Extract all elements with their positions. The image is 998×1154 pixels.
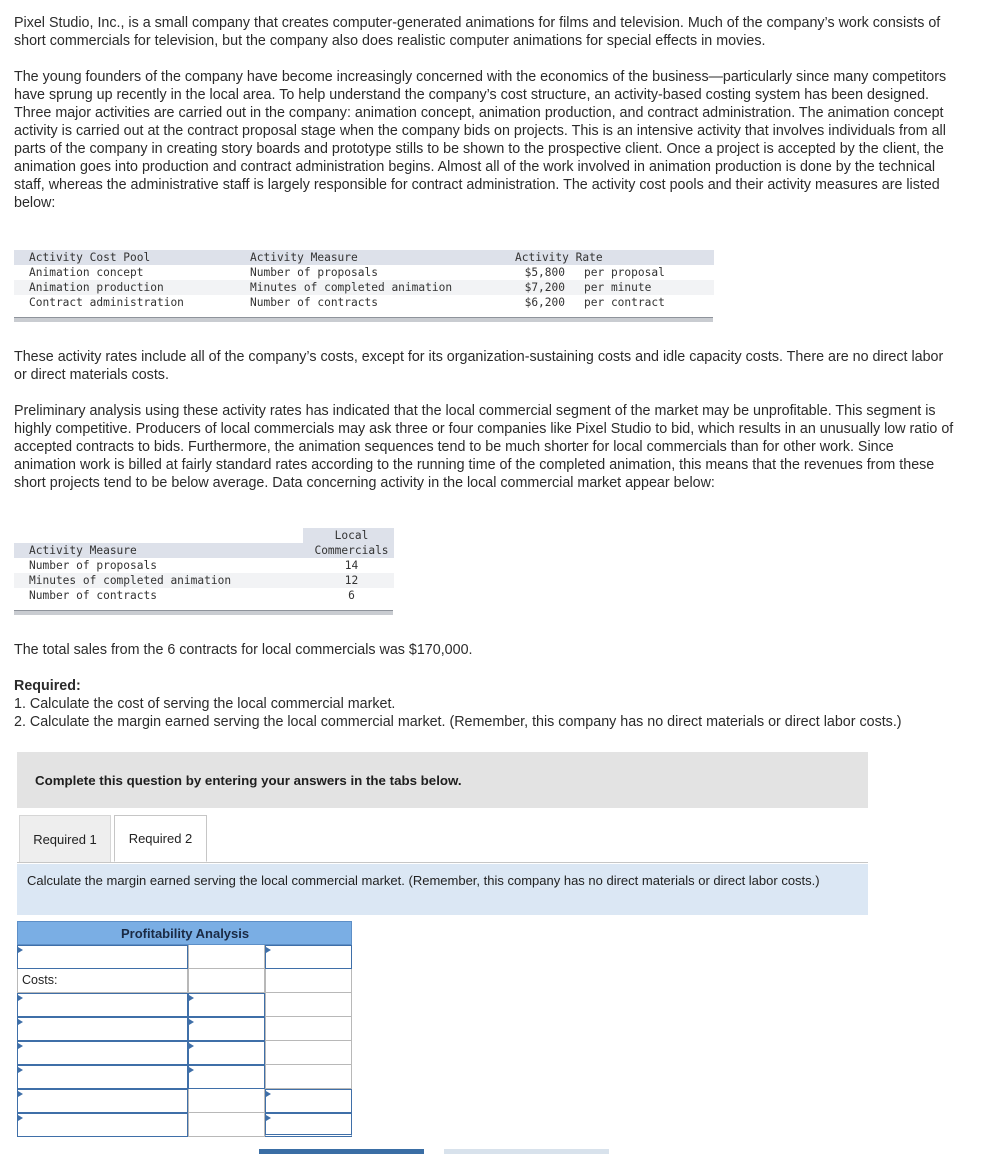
rate-cell: $5,800 bbox=[524, 266, 565, 279]
grid-row bbox=[17, 993, 352, 1017]
value-cell: 14 bbox=[344, 559, 359, 572]
rates-note-paragraph: These activity rates include all of the company’s costs, except for its organization-sustaining costs and idle capacity costs. There are no direct labor or direct materials costs. bbox=[14, 349, 944, 383]
label-input[interactable] bbox=[17, 945, 188, 969]
header-local: Local bbox=[334, 529, 369, 542]
amount-input[interactable] bbox=[188, 1041, 265, 1065]
empty-cell bbox=[265, 969, 352, 993]
local-table-header bbox=[14, 543, 394, 558]
input-marker-icon bbox=[18, 1067, 23, 1073]
table-divider bbox=[14, 317, 713, 322]
amount-input[interactable] bbox=[188, 993, 265, 1017]
tab-required-2[interactable]: Required 2 bbox=[114, 815, 207, 862]
amount-input[interactable] bbox=[265, 1089, 352, 1113]
amount-input[interactable] bbox=[265, 945, 352, 969]
input-marker-icon bbox=[18, 1043, 23, 1049]
input-marker-icon bbox=[18, 1115, 23, 1121]
tab-instruction: Calculate the margin earned serving the local commercial market. (Remember, this company has no direct materials or direct labor costs.) bbox=[17, 864, 868, 915]
empty-cell bbox=[188, 1089, 265, 1113]
table-row bbox=[14, 558, 394, 573]
rate-unit-cell: per contract bbox=[584, 296, 665, 309]
empty-cell bbox=[188, 945, 265, 969]
table-row bbox=[14, 573, 394, 588]
grid-row bbox=[17, 1017, 352, 1041]
empty-cell bbox=[265, 993, 352, 1017]
amount-input[interactable] bbox=[188, 1017, 265, 1041]
label-input[interactable] bbox=[17, 1017, 188, 1041]
table-row bbox=[14, 280, 714, 295]
cost-pool-cell: Contract administration bbox=[29, 296, 184, 309]
rate-cell: $6,200 bbox=[524, 296, 565, 309]
required-item-2: 2. Calculate the margin earned serving the local commercial market. (Remember, this company has no direct materials or direct labor costs.) bbox=[14, 714, 902, 730]
input-marker-icon bbox=[189, 1067, 194, 1073]
rate-unit-cell: per minute bbox=[584, 281, 652, 294]
amount-input[interactable] bbox=[188, 1065, 265, 1089]
local-table-header-top bbox=[14, 528, 394, 543]
input-marker-icon bbox=[189, 1043, 194, 1049]
grid-row bbox=[17, 1065, 352, 1089]
input-marker-icon bbox=[266, 1091, 271, 1097]
measure-cell: Number of proposals bbox=[250, 266, 378, 279]
activity-rate-table bbox=[14, 250, 714, 310]
measure-cell: Minutes of completed animation bbox=[29, 574, 232, 587]
preliminary-analysis-paragraph: Preliminary analysis using these activity rates has indicated that the local commercial segment of the market may be unprofitable. This segment is highly competitive. Producers of local commercials may ask three or four companies like Pixel Studio to bid, which results in an unusually low ratio of accepted contracts to bids. Furthermore, the animation sequences tend to be much shorter for local commercials than for other work. Since animation work is billed at fairly standard rates according to the running time of the completed animation, this means that the revenues from these short projects tend to be below average. Data concerning activity in the local commercial market appear below: bbox=[14, 403, 954, 491]
input-marker-icon bbox=[18, 1019, 23, 1025]
label-input[interactable] bbox=[17, 993, 188, 1017]
cost-pool-cell: Animation concept bbox=[29, 266, 144, 279]
empty-cell bbox=[265, 1017, 352, 1041]
label-input[interactable] bbox=[17, 1041, 188, 1065]
required-heading: Required: bbox=[14, 678, 81, 694]
profitability-analysis-grid bbox=[17, 921, 352, 1137]
measure-cell: Number of contracts bbox=[29, 589, 157, 602]
grid-row bbox=[17, 1041, 352, 1065]
measure-cell: Number of contracts bbox=[250, 296, 378, 309]
table-divider bbox=[14, 610, 393, 615]
rate-table-header bbox=[14, 250, 714, 265]
tab-required-1[interactable]: Required 1 bbox=[19, 815, 111, 862]
grid-row bbox=[17, 945, 352, 969]
instruction-banner: Complete this question by entering your answers in the tabs below. bbox=[17, 752, 868, 808]
next-button[interactable] bbox=[444, 1149, 609, 1154]
tab-divider bbox=[17, 862, 868, 863]
abc-paragraph: The young founders of the company have become increasingly concerned with the economics of the business—particularly since many competitors have sprung up recently in the local area. To help understand the company’s cost structure, an activity-based costing system has been designed. Three major activities are carried out in the company: animation concept, animation production, and contract administration. The animation concept activity is carried out at the contract proposal stage when the company bids on projects. This is an intensive activity that involves individuals from all parts of the company in creating story boards and prototype stills to be shown to the prospective client. Once a project is accepted by the client, the animation goes into production and contract administration begins. Almost all of the work involved in animation production is done by the technical staff, whereas the administrative staff is largely responsible for contract administration. The activity cost pools and their activity measures are listed below: bbox=[14, 69, 947, 211]
empty-cell bbox=[265, 1041, 352, 1065]
input-marker-icon bbox=[18, 1091, 23, 1097]
header-activity-rate: Activity Rate bbox=[515, 251, 603, 264]
cost-pool-cell: Animation production bbox=[29, 281, 164, 294]
grid-title: Profitability Analysis bbox=[17, 921, 352, 945]
label-input[interactable] bbox=[17, 1065, 188, 1089]
label-input[interactable] bbox=[17, 1113, 188, 1137]
label-input[interactable] bbox=[17, 1089, 188, 1113]
table-row bbox=[14, 588, 394, 603]
empty-cell bbox=[265, 1065, 352, 1089]
intro-paragraph: Pixel Studio, Inc., is a small company that creates computer-generated animations for films and television. Much of the company’s work consists of short commercials for television, but the company also does realistic computer animations for special effects in movies. bbox=[14, 15, 941, 49]
measure-cell: Minutes of completed animation bbox=[250, 281, 453, 294]
grid-row bbox=[17, 1089, 352, 1113]
input-marker-icon bbox=[18, 947, 23, 953]
prev-button[interactable] bbox=[259, 1149, 424, 1154]
input-marker-icon bbox=[266, 947, 271, 953]
empty-cell bbox=[188, 1113, 265, 1137]
costs-label-cell bbox=[17, 969, 188, 993]
empty-cell bbox=[188, 969, 265, 993]
measure-cell: Number of proposals bbox=[29, 559, 157, 572]
total-sales-paragraph: The total sales from the 6 contracts for local commercials was $170,000. bbox=[14, 642, 473, 658]
grid-row bbox=[17, 1113, 352, 1137]
input-marker-icon bbox=[266, 1115, 271, 1121]
value-cell: 6 bbox=[348, 589, 355, 602]
table-row bbox=[14, 265, 714, 280]
value-cell: 12 bbox=[344, 574, 359, 587]
required-item-1: 1. Calculate the cost of serving the local commercial market. bbox=[14, 696, 396, 712]
input-marker-icon bbox=[18, 995, 23, 1001]
rate-unit-cell: per proposal bbox=[584, 266, 665, 279]
header-activity-measure: Activity Measure bbox=[29, 544, 137, 557]
input-marker-icon bbox=[189, 1019, 194, 1025]
input-marker-icon bbox=[189, 995, 194, 1001]
costs-label: Costs: bbox=[22, 973, 58, 987]
header-commercials: Commercials bbox=[314, 544, 389, 557]
rate-cell: $7,200 bbox=[524, 281, 565, 294]
grid-row bbox=[17, 969, 352, 993]
local-commercials-table bbox=[14, 528, 394, 603]
table-row bbox=[14, 295, 714, 310]
header-activity-measure: Activity Measure bbox=[250, 251, 358, 264]
amount-input[interactable] bbox=[265, 1113, 352, 1137]
header-cost-pool: Activity Cost Pool bbox=[29, 251, 151, 264]
